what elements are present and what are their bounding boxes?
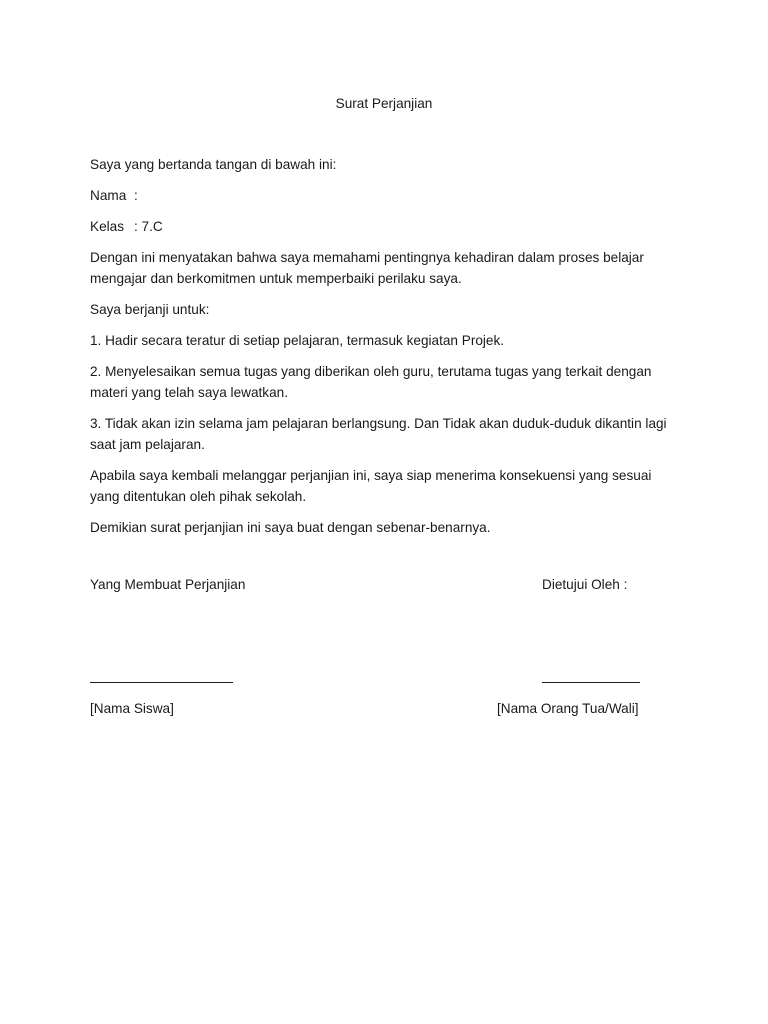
signer-signature-line [90, 668, 233, 683]
closing-text: Demikian surat perjanjian ini saya buat dengan sebenar-benarnya. [90, 520, 491, 535]
promise-item: 1. Hadir secara teratur di setiap pelajaran, termasuk kegiatan Projek. [90, 333, 505, 348]
field-kelas [90, 216, 680, 237]
signer-name: [Nama Siswa] [90, 701, 174, 716]
promise-intro: Saya berjanji untuk: [90, 302, 210, 317]
signer-heading: Yang Membuat Perjanjian [90, 577, 246, 592]
consequence-text: Apabila saya kembali melanggar perjanjian ini, saya siap menerima konsekuensi yang sesuai yang ditentukan oleh pihak sekolah. [90, 468, 652, 504]
promise-item: 2. Menyelesaikan semua tugas yang diberikan oleh guru, terutama tugas yang terkait dengan materi yang telah saya lewatkan. [90, 364, 652, 400]
document-title: Surat Perjanjian [335, 96, 433, 111]
field-nama [90, 185, 680, 206]
approver-name: [Nama Orang Tua/Wali] [497, 701, 639, 716]
statement-text: Dengan ini menyatakan bahwa saya memahami pentingnya kehadiran dalam proses belajar mengajar dan berkomitmen untuk memperbaiki perilaku saya. [90, 250, 644, 286]
intro-text: Saya yang bertanda tangan di bawah ini: [90, 157, 337, 172]
kelas-value: : 7.C [134, 219, 163, 234]
approver-signature-line [542, 668, 640, 683]
document-body [90, 154, 680, 548]
kelas-label: Kelas [90, 219, 125, 234]
approver-heading: Dietujui Oleh : [542, 577, 628, 592]
promise-item: 3. Tidak akan izin selama jam pelajaran berlangsung. Dan Tidak akan duduk-duduk dikantin lagi saat jam pelajaran. [90, 416, 667, 452]
nama-label: Nama [90, 188, 127, 203]
nama-value: : [134, 188, 138, 203]
